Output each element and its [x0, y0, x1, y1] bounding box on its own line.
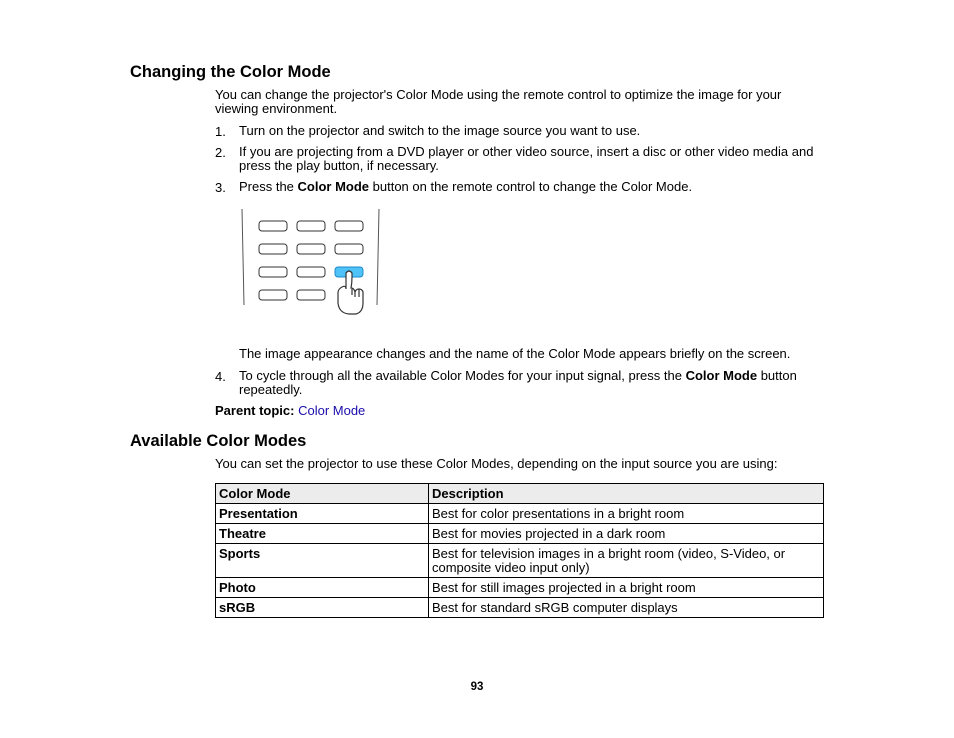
remote-button: [297, 267, 325, 277]
remote-control-illustration: [236, 205, 386, 317]
step-text: [239, 369, 839, 397]
step-3-post: button on the remote control to change the Color Mode.: [369, 179, 693, 194]
step-2-line-1: If you are projecting from a DVD player or other video source, insert a disc or other video media and: [239, 144, 814, 159]
step-text: [239, 180, 692, 194]
mode-cell: Theatre: [216, 524, 429, 544]
image-caption: The image appearance changes and the name of the Color Mode appears briefly on the screen.: [239, 346, 791, 361]
description-cell: Best for still images projected in a bright room: [429, 578, 824, 598]
table-row: [216, 544, 824, 578]
mode-cell: Sports: [216, 544, 429, 578]
description-cell: Best for movies projected in a dark room: [429, 524, 824, 544]
description-cell: Best for color presentations in a bright room: [429, 504, 824, 524]
remote-button: [297, 290, 325, 300]
intro-paragraph: [215, 88, 835, 116]
column-header-description: Description: [429, 484, 824, 504]
table-row: [216, 524, 824, 544]
remote-button: [335, 244, 363, 254]
step-4-line-2: repeatedly.: [239, 382, 303, 397]
table-row: [216, 578, 824, 598]
page-number: 93: [470, 681, 484, 693]
remote-button: [335, 221, 363, 231]
step-number: 4.: [215, 369, 226, 384]
remote-edge-left: [242, 209, 244, 305]
mode-cell: Photo: [216, 578, 429, 598]
step-number: 3.: [215, 180, 226, 195]
description-cell: Best for television images in a bright room (video, S-Video, or composite video input only): [429, 544, 824, 578]
parent-topic: [215, 404, 365, 418]
table-header-row: [216, 484, 824, 504]
step-number: 1.: [215, 124, 226, 139]
parent-topic-label: Parent topic:: [215, 403, 295, 418]
step-text: Turn on the projector and switch to the image source you want to use.: [239, 123, 641, 138]
step-4-post: button: [757, 368, 797, 383]
intro-line-1: You can change the projector's Color Mode using the remote control to optimize the image for your: [215, 87, 782, 102]
remote-button: [259, 221, 287, 231]
intro-line-2: viewing environment.: [215, 101, 338, 116]
column-header-color-mode: Color Mode: [216, 484, 429, 504]
step-2-line-2: press the play button, if necessary.: [239, 158, 439, 173]
remote-button: [297, 244, 325, 254]
step-number: 2.: [215, 145, 226, 160]
color-modes-table: [215, 483, 824, 618]
section-heading-changing-color-mode: Changing the Color Mode: [130, 63, 331, 81]
color-mode-term: Color Mode: [297, 179, 370, 194]
remote-button: [259, 267, 287, 277]
section2-intro: You can set the projector to use these Color Modes, depending on the input source you are using:: [215, 456, 778, 471]
remote-button: [259, 290, 287, 300]
section-heading-available-color-modes: Available Color Modes: [130, 432, 307, 450]
step-3-pre: Press the: [239, 179, 298, 194]
step-4-pre: To cycle through all the available Color Modes for your input signal, press the: [239, 368, 686, 383]
description-cell: Best for standard sRGB computer displays: [429, 598, 824, 618]
mode-cell: sRGB: [216, 598, 429, 618]
step-text: [239, 145, 839, 173]
remote-button: [259, 244, 287, 254]
color-mode-term: Color Mode: [685, 368, 758, 383]
remote-edge-right: [377, 209, 379, 305]
parent-topic-link[interactable]: Color Mode: [298, 403, 366, 418]
mode-cell: Presentation: [216, 504, 429, 524]
table-row: [216, 598, 824, 618]
remote-button: [297, 221, 325, 231]
table-row: [216, 504, 824, 524]
